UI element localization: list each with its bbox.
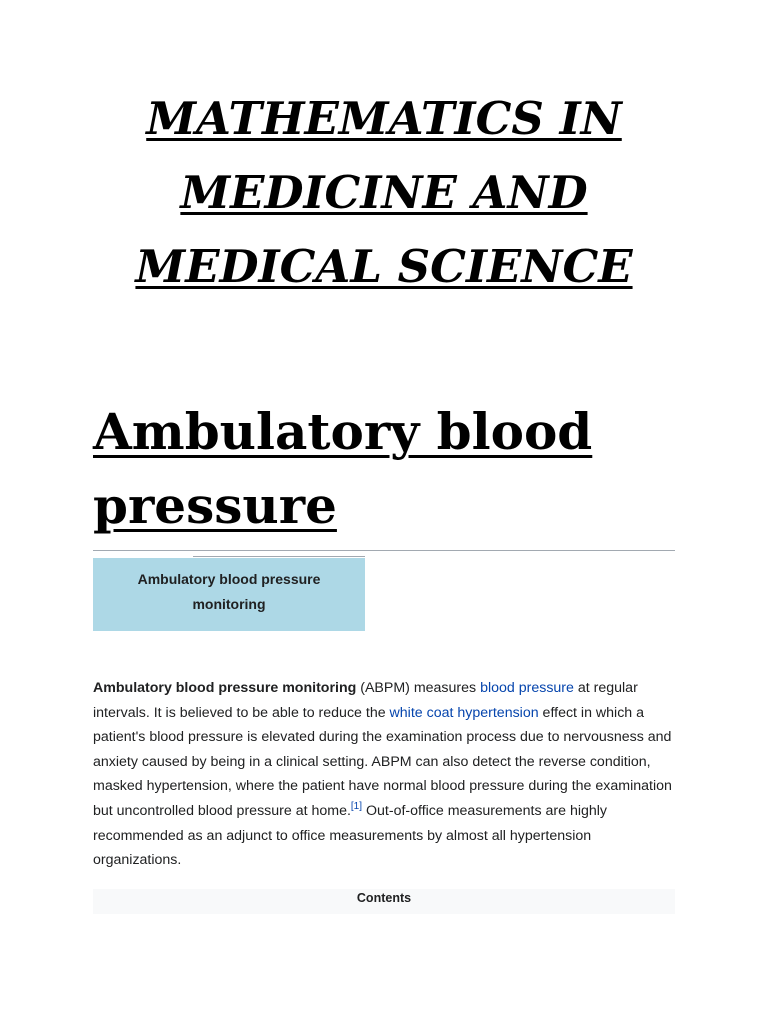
heading-divider — [93, 550, 675, 551]
document-title-line-2: MEDICINE AND — [180, 166, 588, 219]
paragraph-text-2: at regular intervals. It is believed to be able to reduce the — [93, 680, 638, 721]
paragraph-text-3: effect in which a patient's blood pressure is elevated during the examination process due to nervousness and anxiety caused by being in a clinical setting. ABPM can also detect the reverse condition, masked hypertension, where the patient have normal blood pressure during the examination but uncontrolled blood pressure at home. — [93, 704, 672, 819]
document-title-line-3: MEDICAL SCIENCE — [135, 240, 633, 293]
paragraph-text-1: (ABPM) measures — [356, 680, 481, 696]
article-title — [93, 395, 693, 543]
bold-term: Ambulatory blood pressure monitoring — [93, 680, 357, 696]
document-title-line-1: MATHEMATICS IN — [146, 92, 622, 145]
infobox-border — [193, 556, 365, 557]
contents-label: Contents — [356, 891, 412, 905]
table-of-contents — [93, 889, 675, 914]
article-paragraph — [93, 676, 678, 873]
white-coat-hypertension-link[interactable]: white coat hypertension — [389, 704, 539, 721]
document-title — [60, 82, 708, 304]
citation-link[interactable]: [1] — [350, 800, 363, 812]
infobox-header — [93, 558, 365, 631]
infobox-caption: Ambulatory blood pressure monitoring — [137, 571, 321, 612]
paragraph-text-4: Out-of-office measurements are highly recommended as an adjunct to office measurements by almost all hypertension organizations. — [93, 802, 608, 869]
blood-pressure-link[interactable]: blood pressure — [480, 680, 574, 696]
article-title-line-2: pressure — [93, 476, 337, 535]
article-title-line-1: Ambulatory blood — [93, 402, 593, 461]
